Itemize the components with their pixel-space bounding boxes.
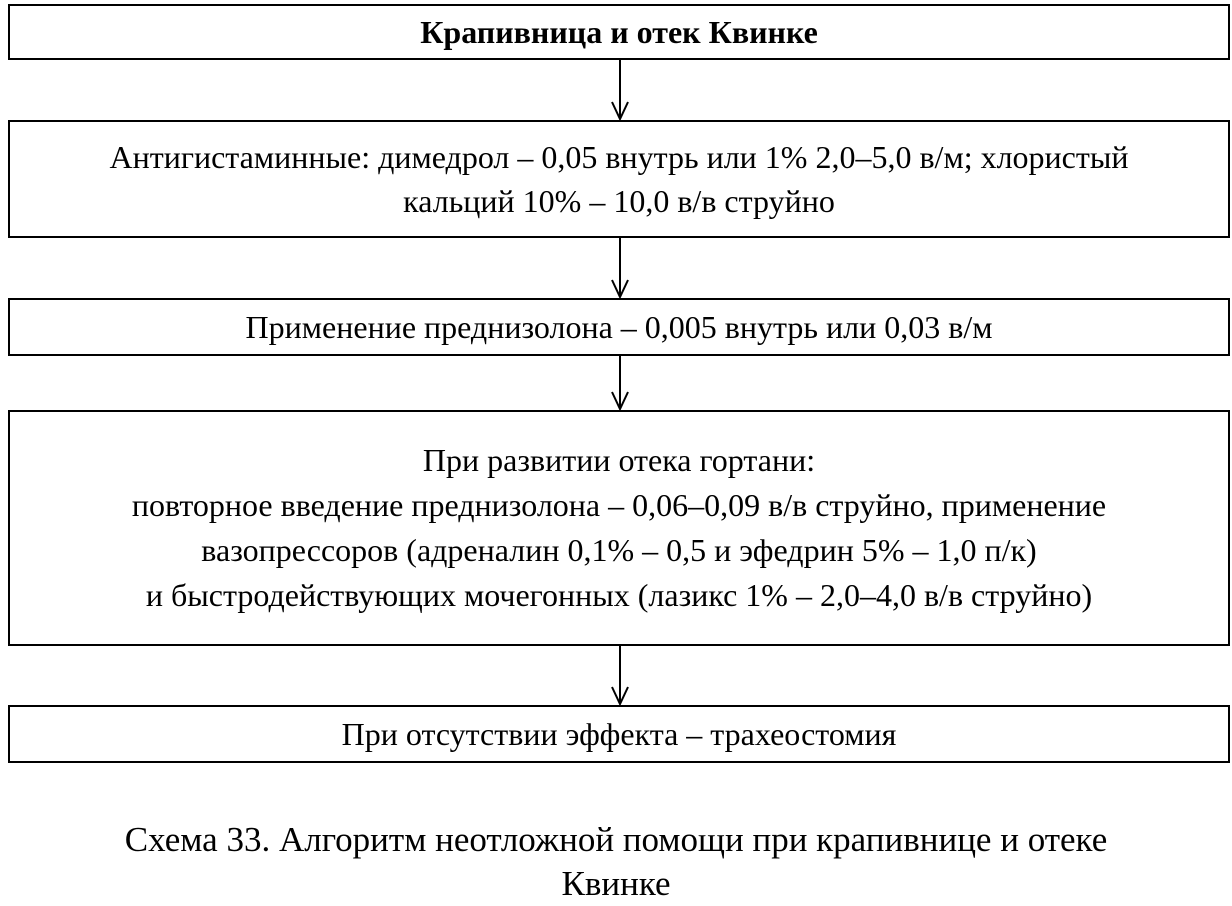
larynx-edema-line-2: повторное введение преднизолона – 0,06–0,09 в/в струйно, применение [131,487,1107,523]
flow-box-title [8,4,1230,60]
larynx-edema-line-4: и быстродействующих мочегонных (лазикс 1% – 2,0–4,0 в/в струйно) [145,577,1093,613]
antihistamine-line-2: кальций 10% – 10,0 в/в струйно [403,183,835,219]
arrow-down-icon [610,646,630,705]
figure-caption [0,818,1232,906]
larynx-edema-line-1: При развитии отека гортани: [422,442,816,478]
caption-line-1: Схема 33. Алгоритм неотложной помощи при крапивнице и отеке [124,820,1108,859]
flow-box-no-effect [8,705,1230,763]
title-text: Крапивница и отек Квинке [420,14,818,50]
antihistamine-line-1: Антигистаминные: димедрол – 0,05 внутрь или 1% 2,0–5,0 в/м; хлористый [109,139,1129,175]
no-effect-text: При отсутствии эффекта – трахеостомия [341,716,897,752]
flow-box-larynx-edema [8,410,1230,646]
flow-box-prednisolone [8,298,1230,356]
larynx-edema-line-3: вазопрессоров (адреналин 0,1% – 0,5 и эфедрин 5% – 1,0 п/к) [201,532,1037,568]
arrow-down-icon [610,60,630,120]
flow-box-antihistamine [8,120,1230,238]
caption-line-2: Квинке [561,864,671,903]
prednisolone-text: Применение преднизолона – 0,005 внутрь или 0,03 в/м [245,309,993,345]
arrow-down-icon [610,356,630,410]
arrow-down-icon [610,238,630,298]
